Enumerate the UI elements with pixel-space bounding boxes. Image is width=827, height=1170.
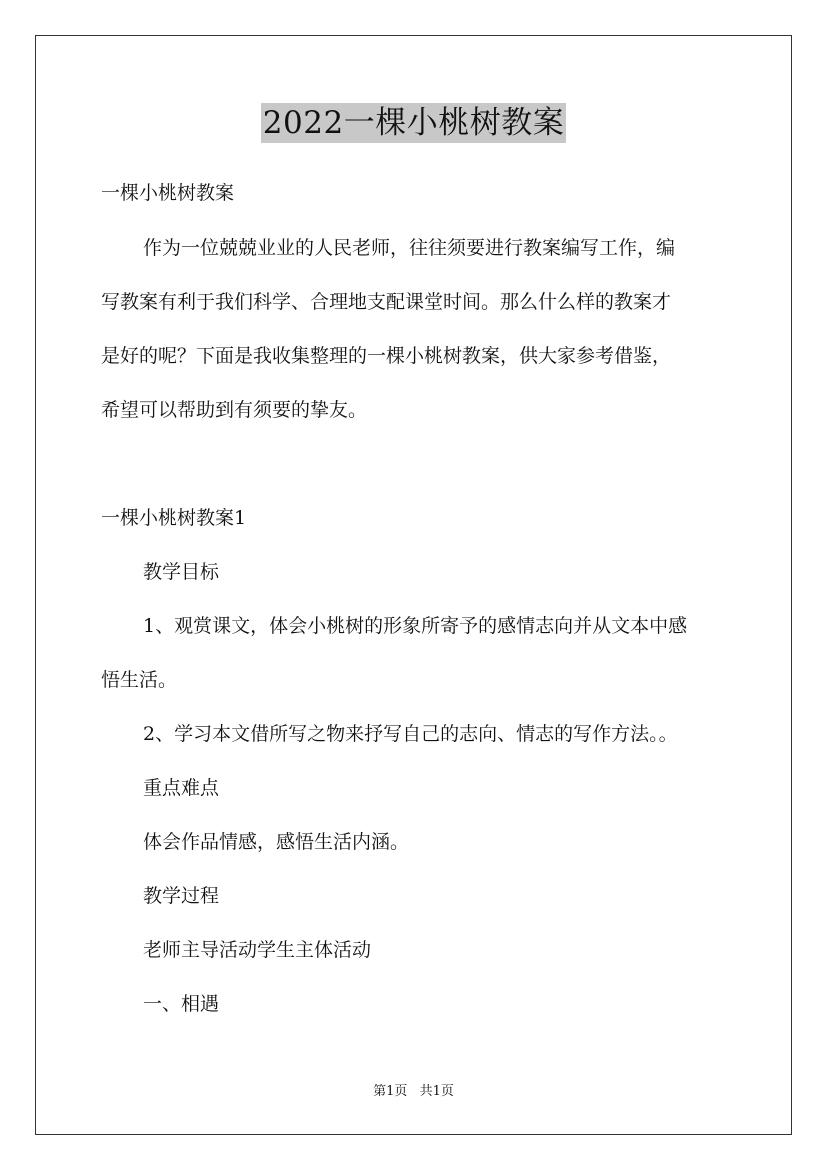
subtitle: 一棵小桃树教案	[101, 182, 235, 204]
step-1: 一、相遇	[143, 993, 220, 1015]
document-title: 2022一棵小桃树教案	[262, 105, 565, 141]
intro-line-3: 是好的呢？下面是我收集整理的一棵小桃树教案，供大家参考借鉴，	[101, 345, 672, 367]
page-total: 共1页	[419, 1084, 454, 1099]
goal-1-line-2: 悟生活。	[101, 669, 178, 691]
page-number: 第1页	[373, 1084, 408, 1099]
page-footer	[0, 1083, 827, 1101]
goal-1-line-1: 1、观赏课文，体会小桃树的形象所寄予的感情志向并从文本中感	[143, 615, 688, 637]
intro-line-2: 写教案有利于我们科学、合理地支配课堂时间。那么什么样的教案才	[101, 291, 672, 313]
key-text: 体会作品情感，感悟生活内涵。	[143, 831, 410, 853]
key-heading: 重点难点	[143, 777, 220, 799]
goal-2: 2、学习本文借所写之物来抒写自己的志向、情志的写作方法。。	[143, 723, 678, 745]
title-wrap	[0, 103, 827, 143]
process-text: 老师主导活动学生主体活动	[143, 939, 372, 961]
intro-line-4: 希望可以帮助到有须要的挚友。	[101, 399, 368, 421]
process-heading: 教学过程	[143, 885, 220, 907]
intro-line-1: 作为一位兢兢业业的人民老师，往往须要进行教案编写工作，编	[143, 237, 676, 259]
section-heading: 一棵小桃树教案1	[101, 507, 247, 529]
goal-heading: 教学目标	[143, 561, 220, 583]
